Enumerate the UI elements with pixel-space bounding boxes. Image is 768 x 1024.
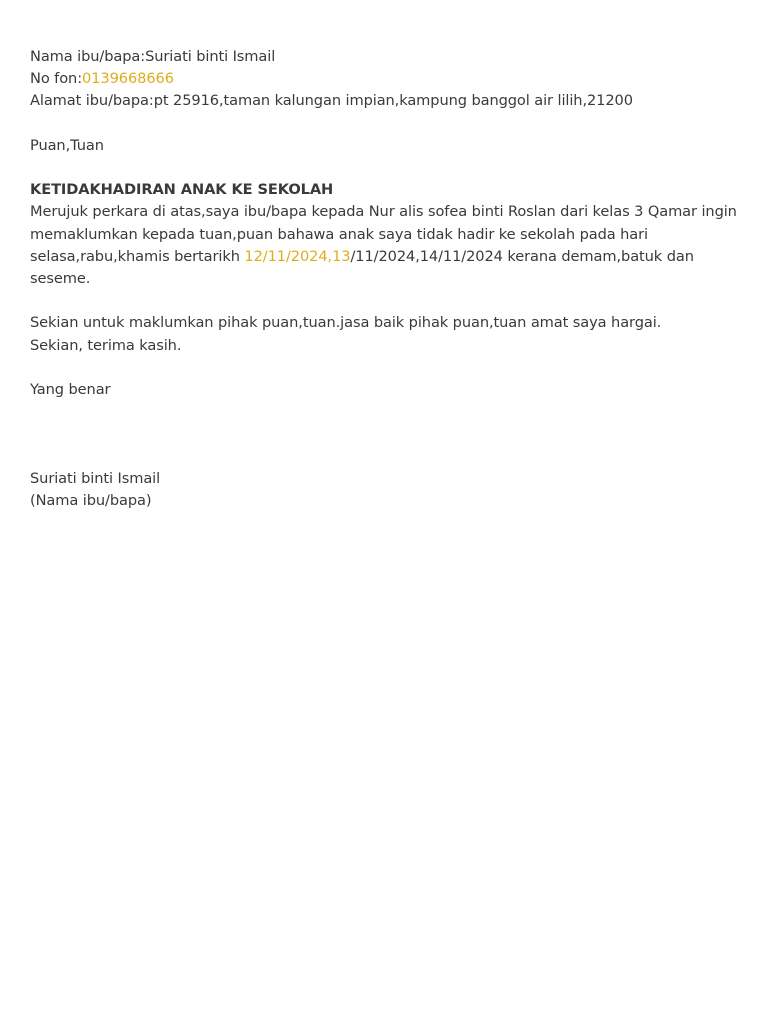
body-paragraph-1 (30, 201, 742, 290)
date-link[interactable]: 12/11/2024,13 (244, 247, 351, 265)
closing: Yang benar (30, 380, 111, 398)
address-value: pt 25916,taman kalungan impian,kampung banggol air lilih,21200 (153, 92, 633, 110)
salutation: Puan,Tuan (30, 136, 104, 154)
parent-name-value: Suriati binti Ismail (145, 48, 276, 65)
spacer (30, 113, 742, 135)
paragraph-1-text-end: /11/2024,14/11/2024 kerana demam,batuk dan seseme. (30, 247, 694, 287)
signature-name: Suriati binti Ismail (30, 469, 161, 487)
phone-line (30, 68, 742, 90)
parent-name-label: Nama ibu/bapa: (30, 48, 146, 65)
body-paragraph-2-line-1: Sekian untuk maklumkan pihak puan,tuan.jasa baik pihak puan,tuan amat saya hargai. (30, 314, 662, 332)
spacer (30, 357, 742, 379)
signature-role: (Nama ibu/bapa) (30, 491, 152, 509)
letter-document (30, 46, 742, 512)
phone-label: No fon: (30, 70, 83, 88)
spacer (30, 290, 742, 312)
address-label: Alamat ibu/bapa: (30, 92, 154, 110)
body-paragraph-2-line-2: Sekian, terima kasih. (30, 336, 182, 354)
phone-link[interactable]: 0139668666 (82, 70, 174, 88)
spacer (30, 157, 742, 179)
address-line (30, 90, 742, 112)
letter-subject: KETIDAKHADIRAN ANAK KE SEKOLAH (30, 181, 334, 199)
paragraph-1-text: Merujuk perkara di atas,saya ibu/bapa kepada Nur alis sofea binti Roslan dari kelas 3 Qamar ingin memaklumkan kepada tuan,puan bahawa anak saya tidak hadir ke sekolah pada hari selasa,rabu,khamis bertarikh (30, 203, 737, 265)
parent-name-line (30, 46, 742, 68)
signature-space (30, 401, 742, 468)
